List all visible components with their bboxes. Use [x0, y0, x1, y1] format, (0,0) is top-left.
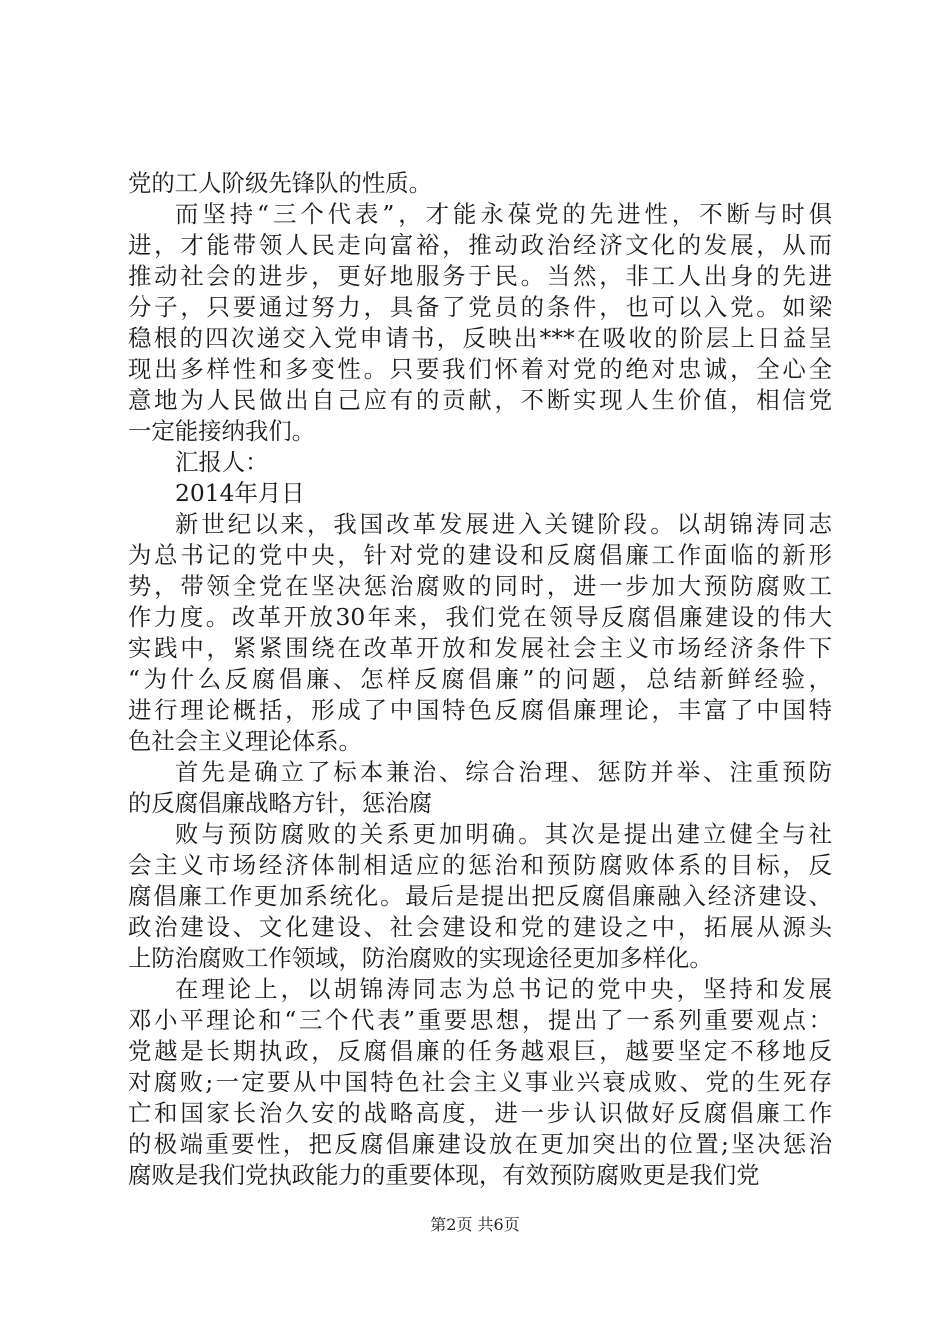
paragraph [128, 199, 832, 447]
paragraph [128, 447, 832, 478]
text-line: 为总书记的党中央，针对党的建设和反腐倡廉工作面临的新形 [128, 541, 832, 569]
text-line: 实践中，紧紧围绕在改革开放和发展社会主义市场经济条件下 [128, 634, 832, 662]
page-footer: 第2页 共6页 [430, 1215, 520, 1234]
paragraph [128, 168, 832, 199]
text-line: 分子，只要通过努力，具备了党员的条件，也可以入党。如梁 [128, 293, 832, 321]
text-line: 政治建设、文化建设、社会建设和党的建设之中，拓展从源头 [128, 913, 832, 941]
text-line: “为什么反腐倡廉、怎样反腐倡廉”的问题，总结新鲜经验， [128, 665, 832, 693]
text-line: 会主义市场经济体制相适应的惩治和预防腐败体系的目标，反 [128, 851, 832, 879]
text-line: 作力度。改革开放30年来，我们党在领导反腐倡廉建设的伟大 [128, 603, 832, 631]
text-line: 上防治腐败工作领域，防治腐败的实现途径更加多样化。 [128, 944, 713, 972]
paragraph [128, 478, 832, 509]
text-line: 在理论上，以胡锦涛同志为总书记的党中央，坚持和发展 [175, 975, 832, 1003]
text-line: 的极端重要性，把反腐倡廉建设放在更加突出的位置;坚决惩治 [128, 1130, 832, 1158]
text-line: 而坚持“三个代表”，才能永葆党的先进性，不断与时俱 [175, 200, 832, 228]
text-line: 稳根的四次递交入党申请书，反映出***在吸收的阶层上日益呈 [128, 324, 832, 352]
text-line: 亡和国家长治久安的战略高度，进一步认识做好反腐倡廉工作 [128, 1099, 832, 1127]
text-line: 败与预防腐败的关系更加明确。其次是提出建立健全与社 [175, 820, 832, 848]
text-line: 腐倡廉工作更加系统化。最后是提出把反腐倡廉融入经济建设、 [128, 882, 832, 910]
text-line: 的反腐倡廉战略方针，惩治腐 [128, 789, 433, 817]
text-line: 首先是确立了标本兼治、综合治理、惩防并举、注重预防 [175, 758, 832, 786]
text-line: 腐败是我们党执政能力的重要体现，有效预防腐败更是我们党 [128, 1161, 760, 1189]
text-line: 意地为人民做出自己应有的贡献，不断实现人生价值，相信党 [128, 386, 832, 414]
text-line: 推动社会的进步，更好地服务于民。当然，非工人出身的先进 [128, 262, 832, 290]
text-line: 进，才能带领人民走向富裕，推动政治经济文化的发展，从而 [128, 231, 832, 259]
text-line: 邓小平理论和“三个代表”重要思想，提出了一系列重要观点： [128, 1006, 832, 1034]
text-line: 2014年月日 [175, 479, 305, 507]
document-body [128, 168, 832, 1191]
text-line: 现出多样性和多变性。只要我们怀着对党的绝对忠诚，全心全 [128, 355, 832, 383]
text-line: 党的工人阶级先锋队的性质。 [128, 169, 433, 197]
paragraph [128, 819, 832, 974]
paragraph [128, 757, 832, 819]
text-line: 汇报人： [175, 448, 269, 476]
text-line: 一定能接纳我们。 [128, 417, 316, 445]
text-line: 新世纪以来，我国改革发展进入关键阶段。以胡锦涛同志 [175, 510, 832, 538]
paragraph [128, 974, 832, 1191]
text-line: 党越是长期执政，反腐倡廉的任务越艰巨，越要坚定不移地反 [128, 1037, 832, 1065]
text-line: 对腐败;一定要从中国特色社会主义事业兴衰成败、党的生死存 [128, 1068, 832, 1096]
text-line: 势，带领全党在坚决惩治腐败的同时，进一步加大预防腐败工 [128, 572, 832, 600]
paragraph [128, 509, 832, 757]
text-line: 进行理论概括，形成了中国特色反腐倡廉理论，丰富了中国特 [128, 696, 832, 724]
text-line: 色社会主义理论体系。 [128, 727, 362, 755]
